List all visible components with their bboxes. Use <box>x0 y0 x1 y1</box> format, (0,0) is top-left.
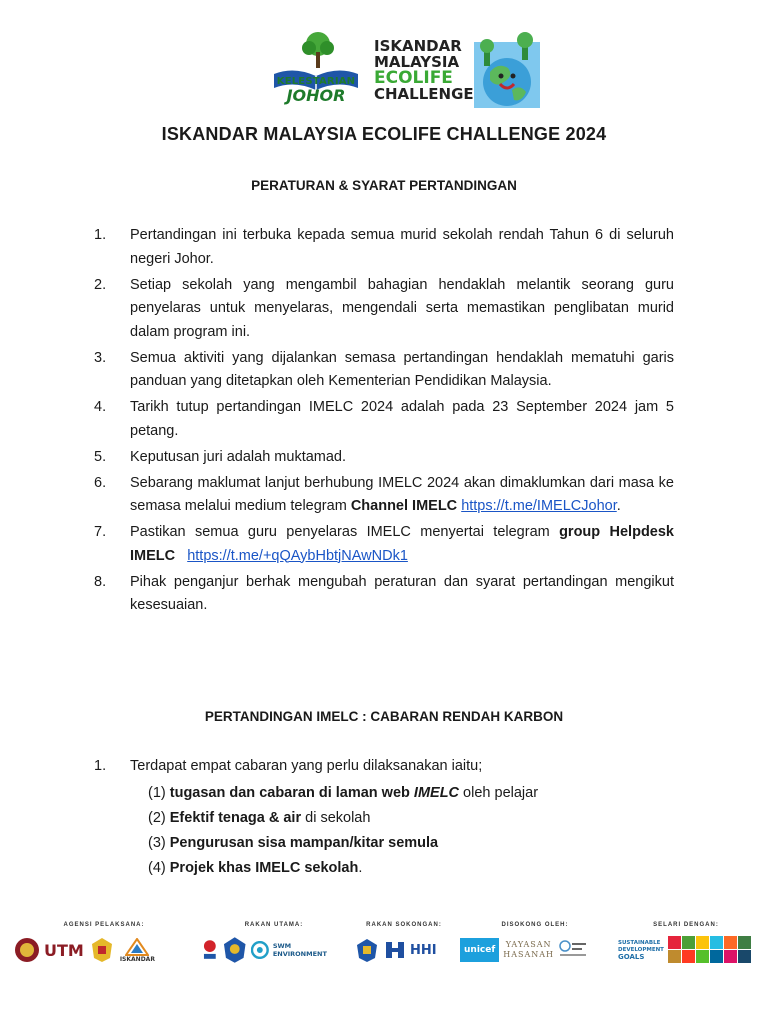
challenge-number: 1. <box>94 758 107 774</box>
utm-logo-text: UTM <box>44 940 84 960</box>
challenge-sub-item <box>94 781 674 806</box>
sub-rest: . <box>358 860 363 876</box>
sub-rest: oleh pelajar <box>459 785 539 801</box>
johor-crest-icon <box>222 936 247 964</box>
sub-bold: Pengurusan sisa mampan/kitar semula <box>169 835 439 851</box>
challenge-list <box>94 755 674 881</box>
channel-imelc-label: Channel IMELC <box>350 498 458 514</box>
rule-item <box>94 521 674 568</box>
rule-text: Pertandingan ini terbuka kepada semua murid sekolah rendah Tahun 6 di seluruh negeri Johor. <box>130 227 674 267</box>
yayasan-hasanah-logo <box>503 940 554 960</box>
sub-bold: Efektif tenaga & air <box>169 810 302 826</box>
rule-item <box>94 472 674 519</box>
malaysia-crest-icon <box>88 936 116 964</box>
rule-item <box>94 274 674 345</box>
sponsor-footer <box>14 922 754 972</box>
rule-item <box>94 224 674 271</box>
telegram-helpdesk-link[interactable]: https://t.me/+qQAybHbtjNAwNDk1 <box>187 547 408 564</box>
tree-icon <box>298 30 338 70</box>
section-heading-rules: PERATURAN & SYARAT PERTANDINGAN <box>251 178 517 193</box>
rule-number: 8. <box>94 573 107 590</box>
sub-number: (2) <box>148 810 166 826</box>
kuasa-logo-icon <box>202 939 218 961</box>
johor-text: JOHOR <box>286 86 346 105</box>
disokong-title: DISOKONG OLEH: <box>501 922 569 928</box>
rule-item <box>94 396 674 443</box>
challenge-sub-item <box>94 831 674 856</box>
ecolife-line4: CHALLENGE <box>374 85 474 103</box>
sdg-goals-icons <box>668 936 752 964</box>
sdg-logo <box>618 940 664 961</box>
globe-icon <box>474 32 540 108</box>
sub-number: (4) <box>148 860 166 876</box>
rule-text: Sebarang maklumat lanjut berhubung IMELC 2024 akan dimaklumkan dari masa ke semasa melalui medium telegram <box>130 474 674 514</box>
iskandar-logo-text: ISKANDAR <box>119 955 155 963</box>
swm-icon <box>251 941 269 959</box>
kelestarian-text: KELESTARIAN <box>276 76 356 87</box>
selari-title: SELARI DENGAN: <box>653 922 719 928</box>
sub-number: (3) <box>148 835 166 851</box>
rakan-sokongan-group <box>354 922 454 972</box>
rule-text: Pihak penganjur berhak mengubah peraturan dan syarat pertandingan mengikut kesesuaian. <box>130 573 674 613</box>
rule-text: Pastikan semua guru penyelaras IMELC menyertai telegram <box>130 524 560 540</box>
agensi-title: AGENSI PELAKSANA: <box>63 922 145 928</box>
swm-logo-text: SWM ENVIRONMENT <box>272 942 327 958</box>
un-partner-icon <box>558 939 588 961</box>
sub-number: (1) <box>148 785 166 801</box>
hasanah-text: HASANAH <box>503 950 555 959</box>
page-title: ISKANDAR MALAYSIA ECOLIFE CHALLENGE 2024 <box>161 124 607 144</box>
header-logos <box>268 28 538 110</box>
challenge-text: Terdapat empat cabaran yang perlu dilaksanakan iaitu; <box>130 758 483 774</box>
telegram-channel-link[interactable]: https://t.me/IMELCJohor <box>461 498 617 514</box>
rule-number: 6. <box>94 474 107 491</box>
utm-crest-icon <box>14 937 40 963</box>
section-heading-challenge: PERTANDINGAN IMELC : CABARAN RENDAH KARBON <box>204 709 564 724</box>
ecolife-logo-text <box>374 38 474 102</box>
challenge-sub-item <box>94 856 674 881</box>
rule-text: Semua aktiviti yang dijalankan semasa pertandingan hendaklah mematuhi garis panduan yang ditetapkan oleh Kementerian Pendidikan Malaysia. <box>130 349 674 389</box>
ecolife-line3: ECOLIFE <box>374 68 453 88</box>
rule-text: Tarikh tutup pertandingan IMELC 2024 adalah pada 23 September 2024 jam 5 petang. <box>130 399 674 439</box>
rule-item <box>94 446 674 470</box>
rule-number: 4. <box>94 399 107 415</box>
unicef-text: unicef <box>464 945 496 955</box>
sdg-line3: GOALS <box>618 952 645 961</box>
challenge-sub-item <box>94 806 674 831</box>
iskandar-icon <box>125 938 149 956</box>
sub-rest: di sekolah <box>301 810 371 826</box>
ecolife-line2: MALAYSIA <box>374 53 460 71</box>
state-crest-icon <box>354 937 380 963</box>
rules-list <box>94 224 674 620</box>
disokong-oleh-group <box>460 922 610 972</box>
challenge-item <box>94 755 674 779</box>
rule-text-end: . <box>616 498 621 514</box>
rule-number: 5. <box>94 448 107 465</box>
unicef-logo <box>460 938 499 962</box>
agensi-pelaksana-group <box>14 922 194 972</box>
rule-text: Keputusan juri adalah muktamad. <box>130 448 347 465</box>
sdg-line2: DEVELOPMENT <box>618 946 664 953</box>
rule-number: 3. <box>94 349 107 366</box>
sub-bold: tugasan dan cabaran di laman web <box>169 785 410 801</box>
rule-number: 1. <box>94 227 107 243</box>
kelestarian-johor-logo <box>268 28 364 108</box>
rule-text: Setiap sekolah yang mengambil bahagian hendaklah melantik seorang guru penyelaras untuk menyelaras, mengendali serta memastikan penglibatan murid dalam program ini. <box>130 276 674 340</box>
rule-number: 7. <box>94 524 107 540</box>
helpdesk-group-label: group Helpdesk IMELC <box>130 524 674 564</box>
yayasan-text: YAYASAN <box>505 940 552 949</box>
rakan-utama-title: RAKAN UTAMA: <box>244 922 304 928</box>
sub-bold-italic: IMELC <box>413 785 460 801</box>
rule-number: 2. <box>94 276 107 293</box>
rakan-utama-group <box>202 922 346 972</box>
rakan-sokongan-title: RAKAN SOKONGAN: <box>366 922 442 928</box>
rule-item <box>94 347 674 394</box>
sub-bold: Projek khas IMELC sekolah <box>169 860 359 876</box>
rule-item <box>94 571 674 618</box>
hhi-icon <box>384 938 406 962</box>
sdg-line1: SUSTAINABLE <box>618 939 661 946</box>
selari-dengan-group <box>618 922 754 972</box>
hhi-logo-text: HHI <box>410 942 437 958</box>
ecolife-challenge-logo <box>374 32 540 108</box>
ecolife-line1: ISKANDAR <box>374 37 462 55</box>
